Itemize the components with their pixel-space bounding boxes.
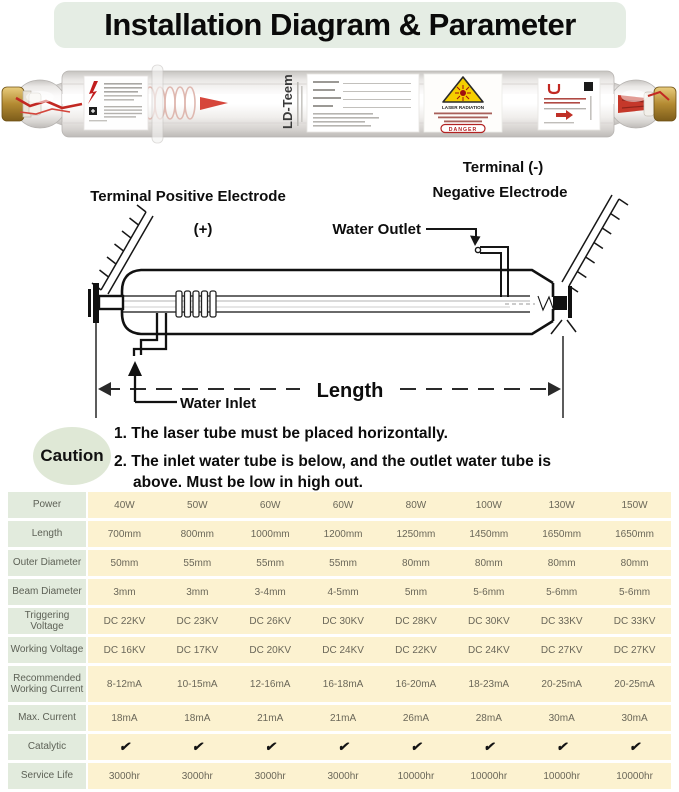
value-cell: 3mm [88,579,161,605]
value-cell: DC 24KV [307,637,380,663]
value-cell: 3000hr [88,763,161,789]
value-cell: 80mm [525,550,598,576]
positive-sign-label: (+) [193,221,213,238]
table-row [8,734,671,760]
value-cell: 30mA [598,705,671,731]
value-cell: DC 33KV [598,608,671,634]
row-label: Working Voltage [8,637,86,663]
terminal-positive-label: Terminal Positive Electrode [90,188,286,205]
row-label: Catalytic [8,734,86,760]
value-cell: DC 30KV [452,608,525,634]
value-cell: ✔ [380,734,453,760]
value-cell: DC 16KV [88,637,161,663]
value-cell: DC 33KV [525,608,598,634]
left-terminal-plug [88,283,123,323]
water-inlet-pointer [128,361,177,402]
water-outlet-label: Water Outlet [332,221,421,238]
water-outlet-leader [426,229,481,253]
terminal-negative-label-2: Negative Electrode [432,184,568,201]
value-cell: 3000hr [234,763,307,789]
value-cell: 26mA [380,705,453,731]
value-cell: ✔ [161,734,234,760]
arrow-up-icon [128,361,142,376]
brand-text: LD-Teem [280,74,295,129]
value-cell: 3000hr [161,763,234,789]
tube-coil [176,291,216,317]
row-label: Triggering Voltage [8,608,86,634]
value-cell: 21mA [307,705,380,731]
value-cell: ✔ [88,734,161,760]
value-cell: 150W [598,492,671,518]
caution-badge [33,427,111,485]
spec-sticker-middle [307,74,419,132]
value-cell: 80W [380,492,453,518]
value-cell: DC 23KV [161,608,234,634]
title-banner [54,2,626,48]
value-cell: 18-23mA [452,666,525,702]
spec-sticker-left [84,76,148,130]
value-cell: DC 26KV [234,608,307,634]
value-cell: 5-6mm [525,579,598,605]
row-label: Power [8,492,86,518]
value-cell: DC 20KV [234,637,307,663]
value-cell: 4-5mm [307,579,380,605]
value-cell: 5mm [380,579,453,605]
value-cell: 21mA [234,705,307,731]
value-cell: 18mA [88,705,161,731]
right-terminal-connector [553,286,572,318]
value-cell: DC 28KV [380,608,453,634]
value-cell: DC 22KV [88,608,161,634]
warning-title: LASER RADIATION [441,105,485,110]
value-cell: 10000hr [598,763,671,789]
value-cell: 1200mm [307,521,380,547]
value-cell: 60W [234,492,307,518]
value-cell: 3mm [161,579,234,605]
value-cell: 10000hr [380,763,453,789]
row-label: Service Life [8,763,86,789]
value-cell: 55mm [307,550,380,576]
value-cell: DC 27KV [598,637,671,663]
row-label: Max. Current [8,705,86,731]
value-cell: 3000hr [307,763,380,789]
value-cell: DC 17KV [161,637,234,663]
water-outlet-pipe [480,247,508,297]
value-cell: 50W [161,492,234,518]
length-label: Length [316,380,384,402]
value-cell: 10000hr [452,763,525,789]
value-cell: 1650mm [525,521,598,547]
row-label: Recommended Working Current [8,666,86,702]
value-cell: ✔ [525,734,598,760]
caution-badge-label: Caution [40,446,104,465]
table-row [8,608,671,634]
table-row [8,492,671,518]
value-cell: 1450mm [452,521,525,547]
value-cell: 10-15mA [161,666,234,702]
table-row [8,637,671,663]
arrow-left-icon [98,382,111,396]
value-cell: 1000mm [234,521,307,547]
value-cell: 1250mm [380,521,453,547]
value-cell: 80mm [380,550,453,576]
value-cell: DC 22KV [380,637,453,663]
value-cell: 800mm [161,521,234,547]
value-cell: 16-18mA [307,666,380,702]
value-cell: 28mA [452,705,525,731]
row-label: Beam Diameter [8,579,86,605]
terminal-negative-label-1: Terminal (-) [462,159,544,176]
row-label: Length [8,521,86,547]
value-cell: 50mm [88,550,161,576]
laser-tube-photo [0,56,679,150]
row-label: Outer Diameter [8,550,86,576]
laser-warning-sticker [424,74,502,133]
arrow-right-icon [548,382,561,396]
value-cell: 3-4mm [234,579,307,605]
parameter-table [8,492,671,792]
value-cell: DC 24KV [452,637,525,663]
value-cell: 20-25mA [525,666,598,702]
value-cell: 100W [452,492,525,518]
value-cell: 55mm [234,550,307,576]
caution-item-1: 1. The laser tube must be placed horizontally. [114,425,448,442]
value-cell: 16-20mA [380,666,453,702]
negative-wire [551,195,628,334]
value-cell: 20-25mA [598,666,671,702]
table-row [8,550,671,576]
value-cell: 80mm [598,550,671,576]
value-cell: DC 27KV [525,637,598,663]
value-cell: ✔ [307,734,380,760]
water-inlet-label: Water Inlet [180,395,257,412]
value-cell: 12-16mA [234,666,307,702]
table-row [8,579,671,605]
value-cell: 18mA [161,705,234,731]
value-cell: 1650mm [598,521,671,547]
value-cell: 5-6mm [598,579,671,605]
table-row [8,521,671,547]
value-cell: 30mA [525,705,598,731]
value-cell: 8-12mA [88,666,161,702]
value-cell: 700mm [88,521,161,547]
value-cell: 10000hr [525,763,598,789]
danger-badge: DANGER [448,126,478,133]
spec-sticker-right [538,78,600,130]
installation-diagram [0,150,679,420]
value-cell: 55mm [161,550,234,576]
table-row [8,705,671,731]
value-cell: DC 30KV [307,608,380,634]
page-title: Installation Diagram & Parameter [104,7,576,42]
arrow-down-icon [470,236,481,247]
value-cell: 60W [307,492,380,518]
value-cell: 80mm [452,550,525,576]
caution-item-2: 2. The inlet water tube is below, and the outlet water tube is above. Must be low in high out. [114,453,551,491]
value-cell: ✔ [598,734,671,760]
table-row [8,763,671,789]
value-cell: 40W [88,492,161,518]
value-cell: 130W [525,492,598,518]
caution-notes [114,423,566,500]
value-cell: ✔ [452,734,525,760]
value-cell: 5-6mm [452,579,525,605]
table-row [8,666,671,702]
value-cell: ✔ [234,734,307,760]
